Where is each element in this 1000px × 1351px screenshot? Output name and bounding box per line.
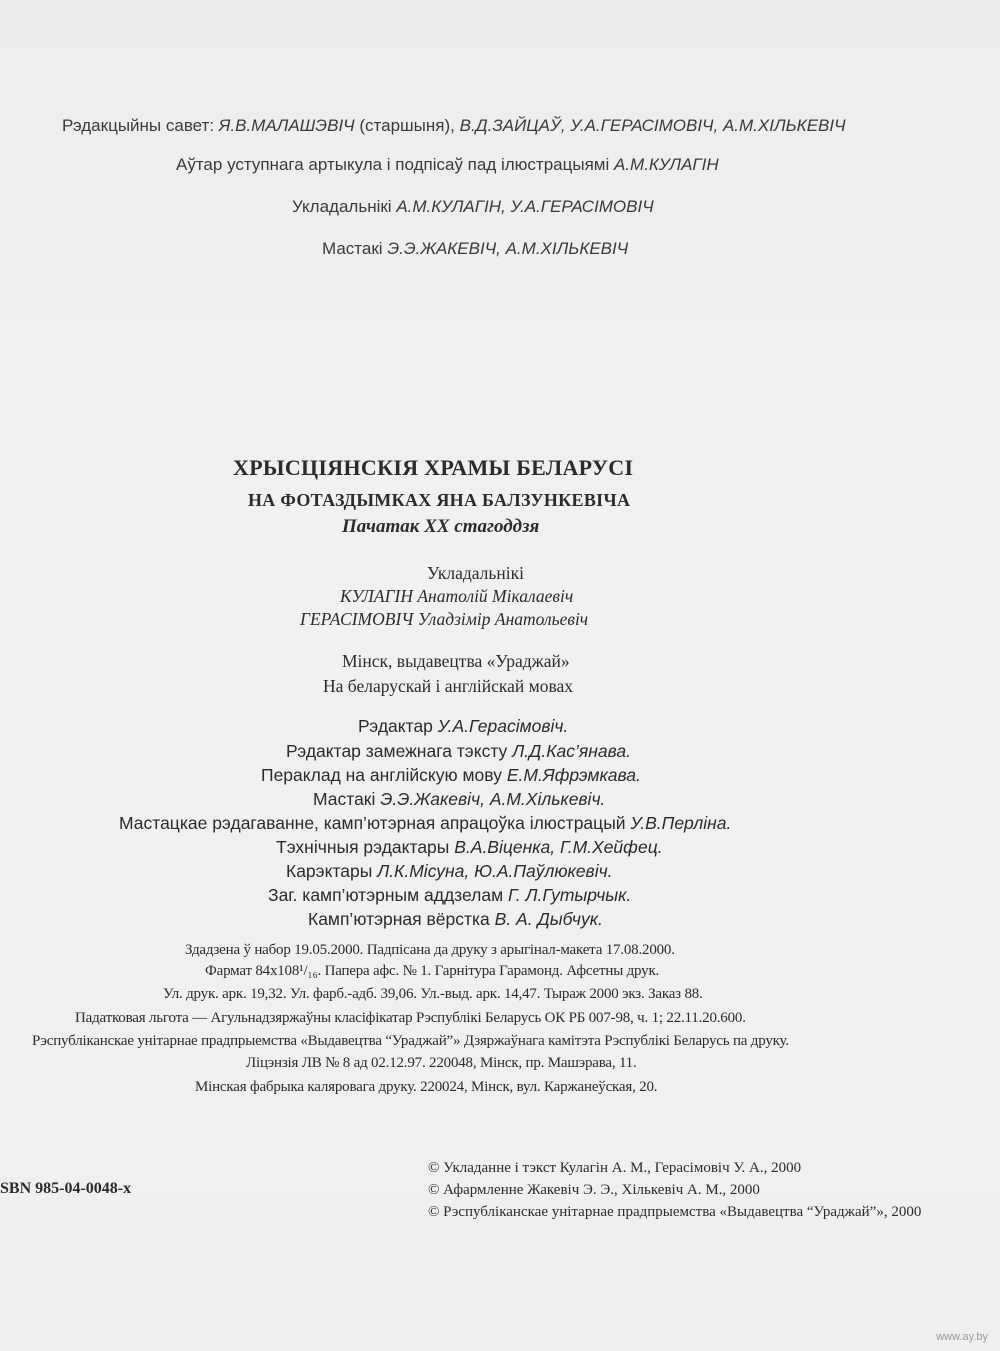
imprint-line-6: Ліцэнзія ЛВ № 8 ад 02.12.97. 220048, Мінск, пр. Машэрава, 11. bbox=[246, 1055, 637, 1071]
credit-foreign-editor bbox=[286, 741, 631, 762]
editorial-council-line bbox=[62, 116, 846, 136]
imprint-line-1: Здадзена ў набор 19.05.2000. Падпісана да друку з арыгінал-макета 17.08.2000. bbox=[185, 942, 675, 958]
council-label: Рэдакцыйны савет: bbox=[62, 116, 215, 135]
credit-artists bbox=[313, 789, 605, 810]
copyright-line-3: © Рэспубліканскае унітарнае прадпрыемства «Выдавецтва “Ураджай”», 2000 bbox=[428, 1204, 922, 1220]
credit-label: Рэдактар замежнага тэксту bbox=[286, 741, 508, 761]
copyright-line-1: © Укладанне і тэкст Кулагін А. М., Герасімовіч У. А., 2000 bbox=[428, 1160, 802, 1176]
compilers-label: Укладальнікі bbox=[427, 563, 524, 583]
credit-art-editing bbox=[119, 813, 731, 834]
author-line bbox=[176, 155, 719, 175]
credit-label: Мастакі bbox=[313, 789, 376, 809]
credit-label: Мастацкае рэдагаванне, камп’ютэрная апрацоўка ілюстрацый bbox=[119, 813, 626, 833]
credit-editor bbox=[358, 716, 568, 737]
author-name: А.М.КУЛАГІН bbox=[613, 155, 719, 174]
artists-top-label: Мастакі bbox=[322, 239, 383, 258]
credit-name: Л.Д.Кас’янава. bbox=[512, 741, 631, 761]
credit-name: Г. Л.Гутырчык. bbox=[507, 885, 632, 905]
credit-translator bbox=[261, 765, 641, 786]
artists-top-line bbox=[322, 239, 628, 259]
council-members: В.Д.ЗАЙЦАЎ, У.А.ГЕРАСІМОВІЧ, А.М.ХІЛЬКЕВІЧ bbox=[459, 116, 846, 135]
imprint-line-7: Мінская фабрыка каляровага друку. 220024, Мінск, вул. Каржанеўская, 20. bbox=[195, 1079, 658, 1095]
book-period: Пачатак XX стагоддзя bbox=[342, 516, 540, 537]
credit-label: Заг. камп’ютэрным аддзелам bbox=[268, 885, 504, 905]
credit-name: У.В.Перліна. bbox=[630, 813, 732, 833]
isbn: SBN 985-04-0048-х bbox=[0, 1180, 132, 1197]
credit-label: Рэдактар bbox=[358, 716, 433, 736]
credit-name: В.А.Віценка, Г.М.Хейфец. bbox=[454, 837, 663, 857]
imprint-line-2: Фармат 84х108¹/₁₆. Папера афс. № 1. Гарнітура Гарамонд. Афсетны друк. bbox=[205, 963, 660, 979]
credit-label: Камп’ютэрная вёрстка bbox=[308, 909, 490, 929]
credit-computer-dept bbox=[268, 885, 631, 906]
credit-name: Л.К.Місуна, Ю.А.Паўлюкевіч. bbox=[377, 861, 613, 881]
credit-label: Карэктары bbox=[286, 861, 373, 881]
book-title: ХРЫСЦІЯНСКІЯ ХРАМЫ БЕЛАРУСІ bbox=[233, 455, 634, 480]
compilers-top-names: А.М.КУЛАГІН, У.А.ГЕРАСІМОВІЧ bbox=[396, 197, 654, 216]
imprint-line-4: Падатковая льгота — Агульнадзяржаўны класіфікатар Рэспублікі Беларусь ОК РБ 007-98, ч. 1; 22.11.20.600. bbox=[75, 1010, 746, 1026]
languages-line: На беларускай і англійскай мовах bbox=[323, 676, 574, 696]
compiler-name-1: КУЛАГІН Анатолій Мікалаевіч bbox=[340, 586, 574, 606]
credit-label: Пераклад на англійскую мову bbox=[261, 765, 502, 785]
credit-name: В. А. Дыбчук. bbox=[494, 909, 603, 929]
imprint-line-5: Рэспубліканскае унітарнае прадпрыемства «Выдавецтва “Ураджай”» Дзяржаўнага камітэта Рэспублікі Беларусь па друку. bbox=[32, 1033, 789, 1049]
compiler-name-2: ГЕРАСІМОВІЧ Уладзімір Анатольевіч bbox=[300, 609, 589, 629]
credit-name: Э.Э.Жакевіч, А.М.Хількевіч. bbox=[380, 789, 606, 809]
compilers-top-line bbox=[292, 197, 654, 217]
publisher-line: Мінск, выдавецтва «Ураджай» bbox=[342, 651, 570, 671]
book-subtitle: НА ФОТАЗДЫМКАХ ЯНА БАЛЗУНКЕВІЧА bbox=[248, 490, 631, 510]
credit-proofreaders bbox=[286, 861, 613, 882]
compilers-top-label: Укладальнікі bbox=[292, 197, 392, 216]
council-chair-name: Я.В.МАЛАШЭВІЧ bbox=[218, 116, 355, 135]
council-chair-role: (старшыня), bbox=[359, 116, 455, 135]
author-label: Аўтар уступнага артыкула і подпісаў пад ілюстрацыямі bbox=[176, 155, 610, 174]
credit-tech-editors bbox=[276, 837, 663, 858]
artists-top-names: Э.Э.ЖАКЕВІЧ, А.М.ХІЛЬКЕВІЧ bbox=[387, 239, 629, 258]
watermark: www.ay.by bbox=[936, 1331, 988, 1343]
credit-layout bbox=[308, 909, 603, 930]
credit-name: У.А.Герасімовіч. bbox=[437, 716, 569, 736]
credit-label: Тэхнічныя рэдактары bbox=[276, 837, 450, 857]
copyright-line-2: © Афармленне Жакевіч Э. Э., Хількевіч А. М., 2000 bbox=[428, 1182, 760, 1198]
credit-name: Е.М.Яфрэмкава. bbox=[506, 765, 641, 785]
imprint-line-3: Ул. друк. арк. 19,32. Ул. фарб.-адб. 39,06. Ул.-выд. арк. 14,47. Тыраж 2000 экз. Заказ 88. bbox=[163, 986, 703, 1002]
